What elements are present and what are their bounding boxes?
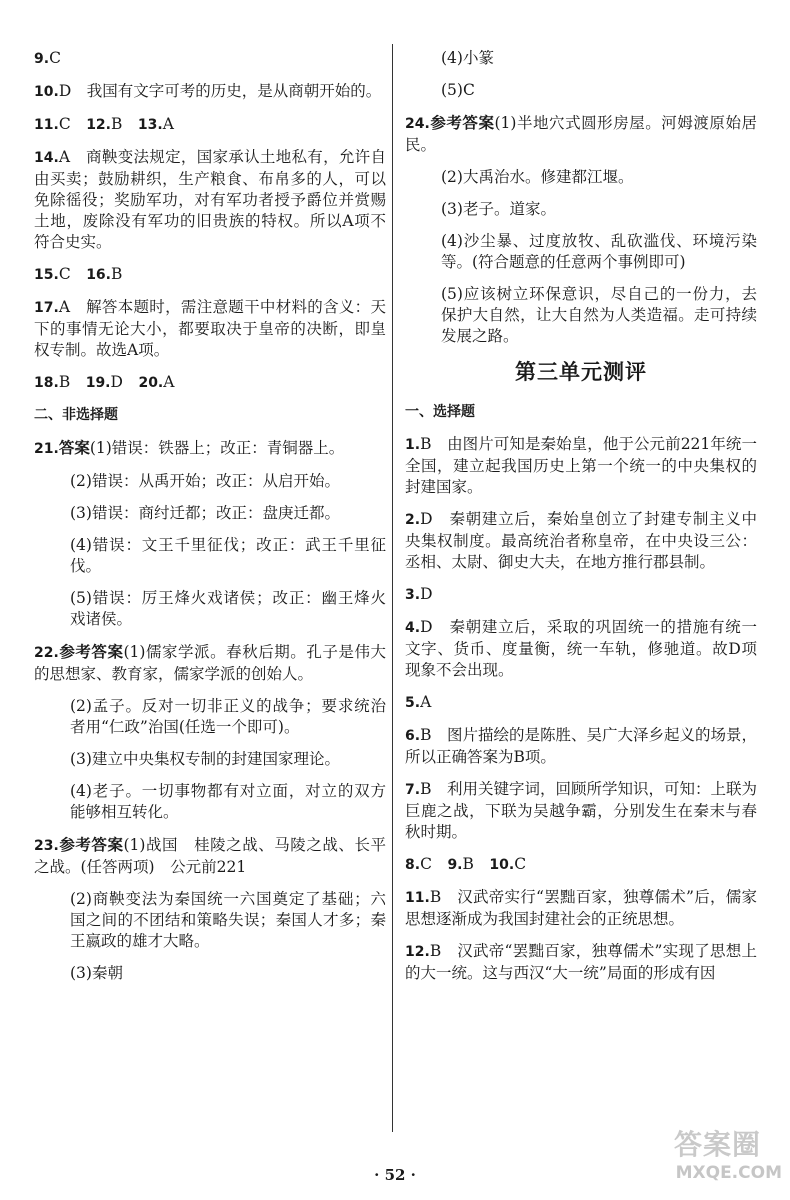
- answer-text: 我国有文字可考的历史，是从商朝开始的。: [71, 82, 382, 100]
- answer-subline: [34, 889, 386, 952]
- answer-text: (1)战国 桂陵之战、马陵之战、长平之战。(任答两项) 公元前221: [34, 836, 386, 876]
- answer-text: (2)商鞅变法为秦国统一六国奠定了基础；六国之间的不团结和策略失误；秦国人才多；秦王嬴政的雄才大略。: [70, 890, 386, 950]
- answer-item: [405, 617, 757, 681]
- answer-item: [34, 372, 386, 394]
- answer-text: (3)秦朝: [70, 964, 123, 982]
- answer-choice: A: [58, 298, 71, 316]
- question-number: 18.: [34, 375, 59, 391]
- answer-choice: C: [58, 265, 87, 283]
- answer-item: [405, 692, 757, 714]
- answer-text: (2)错误：从禹开始；改正：从启开始。: [70, 472, 340, 490]
- answer-choice: A: [420, 693, 432, 711]
- answer-choice: C: [514, 855, 527, 873]
- question-number: 10.: [34, 84, 59, 100]
- question-number: 10.: [489, 857, 515, 873]
- answer-choice: D: [420, 618, 433, 636]
- question-number: 15.: [34, 267, 59, 283]
- answer-subline: [34, 781, 386, 823]
- answer-item: [405, 854, 757, 876]
- answer-choice: C: [49, 49, 61, 67]
- answer-choice: B: [111, 115, 138, 133]
- answer-choice: B: [462, 855, 490, 873]
- answer-choice: C: [420, 855, 448, 873]
- watermark-top-text: 答案圈: [674, 1128, 762, 1161]
- answer-choice: B: [420, 726, 432, 744]
- answer-text: 秦朝建立后，秦始皇创立了封建专制主义中央集权制度。最高统治者称皇帝，在中央设三公：丞相、太尉、御史大夫，在地方推行郡县制。: [405, 510, 757, 571]
- answer-text: (5)应该树立环保意识，尽自己的一份力，去保护大自然，让大自然为人类造福。走可持续发展之路。: [441, 285, 757, 345]
- answer-item: [405, 509, 757, 573]
- answer-subline: [34, 471, 386, 492]
- answer-subline: [34, 588, 386, 630]
- answer-choice: D: [110, 373, 139, 391]
- answer-text: (2)大禹治水。修建都江堰。: [441, 168, 634, 186]
- answer-choice: B: [111, 265, 123, 283]
- question-number: 12.: [405, 944, 430, 960]
- left-column: [34, 48, 386, 995]
- answer-item: [34, 297, 386, 361]
- question-number: 22.: [34, 645, 59, 661]
- answer-text: (4)小篆: [441, 49, 494, 67]
- answer-item: [34, 437, 386, 460]
- watermark-logo: [674, 1128, 782, 1194]
- answer-subline: [34, 963, 386, 984]
- section-heading: 二、非选择题: [34, 407, 118, 423]
- unit-title: 第三单元测评: [515, 359, 647, 384]
- answer-label: 参考答案: [58, 642, 124, 661]
- answer-subline: [34, 503, 386, 524]
- answer-item: [405, 112, 757, 156]
- question-number: 19.: [85, 375, 111, 391]
- question-number: 13.: [137, 117, 163, 133]
- answer-item: [405, 725, 757, 768]
- answer-choice: B: [429, 942, 442, 960]
- answer-text: (5)错误：厉王烽火戏诸侯；改正：幽王烽火戏诸侯。: [70, 589, 386, 628]
- answer-choice: D: [420, 585, 433, 603]
- section-heading: 一、选择题: [405, 404, 475, 420]
- answer-text: (4)沙尘暴、过度放牧、乱砍滥伐、环境污染等。(符合题意的任意两个事例即可): [441, 232, 757, 271]
- answer-item: [34, 114, 386, 136]
- answer-choice: B: [420, 435, 432, 453]
- question-number: 8.: [405, 857, 421, 873]
- question-number: 6.: [405, 728, 421, 744]
- question-number: 4.: [405, 620, 421, 636]
- answer-item: [405, 584, 757, 606]
- question-number: 3.: [405, 587, 421, 603]
- watermark-bottom-text: MXQE.COM: [675, 1163, 782, 1183]
- question-number: 1.: [405, 437, 421, 453]
- answer-subline: [405, 284, 757, 347]
- answer-choice: B: [420, 780, 432, 798]
- answer-item: [405, 941, 757, 984]
- answer-text: (1)错误：铁器上；改正：青铜器上。: [89, 439, 345, 457]
- answer-label: 答案: [58, 438, 90, 457]
- answer-subline: [34, 749, 386, 770]
- question-number: 20.: [138, 375, 164, 391]
- answer-choice: D: [58, 82, 72, 100]
- answer-item: [34, 81, 386, 103]
- answer-text: (3)老子。道家。: [441, 200, 556, 218]
- answer-choice: A: [58, 148, 71, 166]
- answer-subline: [405, 48, 757, 69]
- answer-choice: A: [162, 115, 174, 133]
- question-number: 7.: [405, 782, 421, 798]
- question-number: 12.: [86, 117, 111, 133]
- answer-subline: [34, 535, 386, 577]
- answer-item: [34, 641, 386, 685]
- answer-subline: [34, 696, 386, 738]
- question-number: 16.: [86, 267, 111, 283]
- question-number: 11.: [405, 890, 430, 906]
- answer-choice: A: [163, 373, 175, 391]
- question-number: 21.: [34, 441, 59, 457]
- question-number: 5.: [405, 695, 421, 711]
- answer-text: 商鞅变法规定，国家承认土地私有，允许自由买卖；鼓励耕织，生产粮食、布帛多的人，可以免除徭役；奖励军功，对有军功者授予爵位并赏赐土地，废除没有军功的旧贵族的特权。所以A项不符合史实。: [34, 148, 386, 251]
- answer-item: [405, 434, 757, 498]
- answer-item: [405, 887, 757, 930]
- question-number: 2.: [405, 512, 421, 528]
- answer-choice: B: [58, 373, 86, 391]
- page-number: · 52 ·: [374, 1166, 416, 1184]
- question-number: 14.: [34, 150, 59, 166]
- answer-text: (1)儒家学派。春秋后期。孔子是伟大的思想家、教育家，儒家学派的创始人。: [34, 643, 386, 683]
- answer-label: 参考答案: [58, 835, 124, 854]
- answer-choice: C: [58, 115, 87, 133]
- question-number: 17.: [34, 300, 59, 316]
- answer-item: [34, 264, 386, 286]
- answer-label: 参考答案: [429, 113, 495, 132]
- answer-text: (3)错误：商纣迁都；改正：盘庚迁都。: [70, 504, 340, 522]
- answer-text: (5)C: [441, 81, 475, 99]
- answer-choice: B: [429, 888, 442, 906]
- page-number-value: 52: [384, 1166, 406, 1184]
- question-number: 23.: [34, 838, 59, 854]
- answer-text: (3)建立中央集权专制的封建国家理论。: [70, 750, 340, 768]
- question-number: 9.: [447, 857, 463, 873]
- question-number: 24.: [405, 116, 430, 132]
- answer-subline: [405, 80, 757, 101]
- answer-subline: [405, 167, 757, 188]
- answer-choice: D: [420, 510, 433, 528]
- answer-text: (4)错误：文王千里征伐；改正：武王千里征伐。: [70, 536, 386, 575]
- answer-text: 秦朝建立后，采取的巩固统一的措施有统一文字、货币、度量衡，统一车轨，修驰道。故D项现象不会出现。: [405, 618, 757, 679]
- answer-item: [34, 48, 386, 70]
- column-divider: [392, 44, 393, 1132]
- answer-text: 由图片可知是秦始皇，他于公元前221年统一全国，建立起我国历史上第一个统一的中央集权的封建国家。: [405, 435, 757, 496]
- answer-text: 汉武帝实行“罢黜百家，独尊儒术”后，儒家思想逐渐成为我国封建社会的正统思想。: [405, 888, 757, 928]
- answer-item: [34, 834, 386, 878]
- answer-item: [34, 147, 386, 253]
- answer-text: (4)老子。一切事物都有对立面，对立的双方能够相互转化。: [70, 782, 386, 821]
- question-number: 9.: [34, 51, 50, 67]
- answer-subline: [405, 231, 757, 273]
- answer-text: 图片描绘的是陈胜、吴广大泽乡起义的场景，所以正确答案为B项。: [405, 726, 757, 766]
- answer-text: (1)半地穴式圆形房屋。河姆渡原始居民。: [405, 114, 757, 154]
- answer-text: 利用关键字词，回顾所学知识，可知：上联为巨鹿之战，下联为吴越争霸，分别发生在秦末与春秋时期。: [405, 780, 757, 841]
- answer-text: (2)孟子。反对一切非正义的战争；要求统治者用“仁政”治国(任选一个即可)。: [70, 697, 386, 736]
- right-column: [405, 48, 757, 995]
- answer-text: 汉武帝“罢黜百家，独尊儒术”实现了思想上的大一统。这与西汉“大一统”局面的形成有因: [405, 942, 757, 982]
- answer-text: 解答本题时，需注意题干中材料的含义：天下的事情无论大小，都要取决于皇帝的决断，即皇权专制。故选A项。: [34, 298, 386, 359]
- answer-item: [405, 779, 757, 843]
- answer-subline: [405, 199, 757, 220]
- question-number: 11.: [34, 117, 59, 133]
